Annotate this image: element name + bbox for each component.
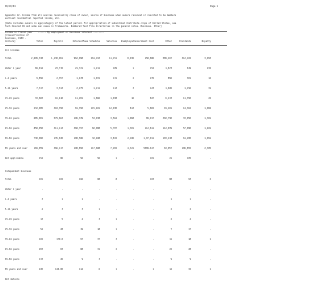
intro-line-3: [Data includes owners in age/category of the latest period. For appropriation of subsidized distribute crops of United States, see [5,22,177,25]
table-cell: - [132,238,134,241]
table-cell: - [209,198,211,201]
table-cell: 1 [61,198,63,201]
table-cell: 2 [132,77,134,80]
table-cell: 1 [209,268,211,271]
intro-line-2: earliest residential reported income, etc. [5,17,61,20]
table-cell: 3 [61,208,63,211]
table-cell: 53,938 [92,117,100,120]
table-cell: 112,811 [144,127,154,130]
table-cell: - [41,188,43,191]
table-cell: - [132,268,134,271]
table-cell: 1,091 [204,137,211,140]
table-cell: - [152,238,154,241]
table-cell: - [132,198,134,201]
table-cell: 3 [81,208,83,211]
table-cell: 318,350 [53,107,63,110]
table-cell: 32 [188,268,191,271]
table-cell: - [115,188,117,191]
table-cell: 7,202 [110,147,117,150]
row-label: 1-4 years [5,77,17,80]
table-cell: 858,050 [33,127,43,130]
table-cell: 22 [208,97,211,100]
table-cell: 1 [170,198,172,201]
table-cell: 170.0 [56,238,63,241]
table-cell: 12,930 [109,107,117,110]
table-cell: 86 [60,157,63,160]
table-cell: - [152,258,154,261]
table-cell: 1,481 [204,127,211,130]
table-cell: - [132,218,134,221]
table-cell: 28 [188,248,191,251]
table-cell: 123 [150,87,154,90]
table-cell: 1,084 [204,107,211,110]
table-cell: 366,117 [53,147,63,150]
table-cell: 88 [80,248,83,251]
intro-line-4: Tech Insured PA and some own cases in frameworks. Numbered Test File directories in the general notes. Business. Other] [5,25,162,28]
table-cell: 1,031 [93,77,100,80]
table-cell: 152 [150,67,154,70]
table-cell: 18 [97,228,100,231]
column-header: Interest [72,40,83,43]
table-cell: - [209,258,211,261]
table-cell: 169,059 [33,147,43,150]
row-label: Not applicable [5,157,24,160]
table-cell: 102 [59,178,63,181]
table-cell: 101 [150,157,154,160]
table-cell: 3,313 [56,87,63,90]
column-header: Unemployed [120,40,134,43]
table-cell: - [132,208,134,211]
table-cell: 89,917 [146,117,154,120]
row-label: 1-4 years [5,198,17,201]
table-cell: - [132,157,134,160]
table-cell: 276 [150,77,154,80]
table-cell: - [209,188,211,191]
table-cell: 1 [189,198,191,201]
table-cell: 311,113 [53,127,63,130]
table-cell: 198,850 [73,147,83,150]
table-cell: 9,856 [36,77,43,80]
table-cell: 1,478 [76,77,83,80]
table-cell: - [132,258,134,261]
table-cell: 1 [98,208,100,211]
row-label: 85 years and over [5,268,28,271]
table-cell: 114 [79,268,83,271]
table-cell: 81,350 [75,107,83,110]
column-header: Dividends [179,40,191,43]
table-cell: 261,193 [90,57,100,60]
table-cell: 1,673 [165,67,172,70]
table-cell: 108,586 [73,137,83,140]
table-cell: - [209,218,211,221]
table-cell: - [132,248,134,251]
table-cell: 3 [98,218,100,221]
table-cell: 312,102 [181,57,191,60]
table-cell: 1,130,961 [51,57,63,60]
table-cell: 2,305 [204,147,211,150]
table-cell: 3 [41,198,43,201]
row-label: 5-14 years [5,208,19,211]
table-cell: 2 [209,178,211,181]
table-cell: 1 [115,218,117,221]
table-cell: 17 [188,228,191,231]
row-label: Not details [5,278,20,281]
table-cell: - [152,208,154,211]
table-cell: 21,721 [75,67,83,70]
table-cell: 1,156 [184,87,191,90]
table-cell: 112,039 [162,127,172,130]
row-label: 5-14 years [5,87,19,90]
stub-header-4: dollars] [5,40,16,43]
table-cell: 5,707 [110,127,117,130]
intro-line-1: Appendix 12. Income from all sources received by class of owner, source of business when owners received or resulted to be members [5,14,177,17]
table-cell: 113 [113,87,117,90]
table-cell: - [61,188,63,191]
table-cell: 1,381 [204,117,211,120]
section-independent-business: Independent business [5,170,32,173]
table-cell: 54 [40,228,43,231]
table-cell: 158,886 [144,57,154,60]
table-cell: 1 [132,67,134,70]
table-cell: 23,715 [55,67,63,70]
row-label: 15-24 years [5,97,20,100]
table-cell: 1,301 [127,127,134,130]
table-cell: 6,133 [165,97,172,100]
table-cell: - [209,157,211,160]
table-cell: 8 [115,178,117,181]
table-cell: - [189,188,191,191]
table-cell: 9 [81,258,83,261]
table-cell: - [115,208,117,211]
table-cell: 3,832 [110,137,117,140]
table-cell: 133 [39,258,43,261]
table-cell: 109 [113,67,117,70]
table-cell: 57,090 [183,127,191,130]
table-cell: 232 [207,67,211,70]
table-cell: 2 [115,248,117,251]
row-label: 15-24 years [5,218,20,221]
table-cell: 82,088 [92,127,100,130]
table-rule-head [5,45,227,46]
table-cell: 91,181 [164,107,172,110]
table-cell: 847 [150,97,154,100]
row-label: Under 1 year [5,67,21,70]
table-cell: 7,317 [36,87,43,90]
table-cell: 33,050 [183,117,191,120]
table-cell: 5 [61,218,63,221]
table-cell: 6 [98,268,100,271]
table-cell: 13 [40,218,43,221]
table-cell: 11,281 [75,97,83,100]
table-cell: 1,211 [93,67,100,70]
table-cell: 5,802 [147,107,154,110]
table-cell: 5589.617 [143,147,154,150]
column-header: Payroll [53,40,63,43]
table-cell: 1 [115,228,117,231]
table-cell: 2,357 [56,77,63,80]
table-cell: 1,211 [93,87,100,90]
table-cell: 3,564 [110,117,117,120]
column-header: Other [165,40,172,43]
table-cell: 1 [152,268,154,271]
table-cell: 93 [188,178,191,181]
column-header: Royalty [201,40,211,43]
stub-header-1: Income in fiscal year [5,31,33,34]
table-cell: 88 [97,178,100,181]
table-cell: 106,855 [181,147,191,150]
table-cell: 2 [170,218,172,221]
header-date: 06/18/04 [5,5,16,8]
stub-header-3: business, 1989 - [5,37,27,40]
table-cell: 154 [39,157,43,160]
table-cell: 97 [80,238,83,241]
row-label: Total [5,57,12,60]
table-cell: 685,001 [33,117,43,120]
table-cell: 1 [115,157,117,160]
table-cell: 1,026 [165,87,172,90]
table-cell: 12 [208,77,211,80]
table-cell: - [152,218,154,221]
table-cell: 232,985 [33,107,43,110]
table-cell: 11 [169,238,172,241]
column-header: Government Cost [134,40,154,43]
table-cell: 3 [115,238,117,241]
table-cell: 37 [97,238,100,241]
table-cell: - [81,188,83,191]
table-cell: 196,339 [73,117,83,120]
table-cell: - [209,208,211,211]
table-cell: 2 [189,208,191,211]
section-all-incomes: All incomes [5,49,20,52]
table-cell: - [132,178,134,181]
stub-header-2: [Classification of [5,34,29,37]
table-cell: - [115,198,117,201]
table-cell: 4 [189,218,191,221]
row-label: Under 1 year [5,188,21,191]
table-cell: 105 [187,157,191,160]
table-cell: 9 [189,258,191,261]
table-cell: 368,797 [73,127,83,130]
table-cell: - [152,188,154,191]
table-cell: - [209,248,211,251]
table-cell: 16,410 [55,97,63,100]
table-cell: 18 [188,238,191,241]
table-cell: 83 [60,248,63,251]
table-cell: 4,321 [127,147,134,150]
row-label: 85 years and over [5,147,28,150]
table-cell: 1 [209,238,211,241]
table-cell: 22 [169,248,172,251]
table-cell: - [152,228,154,231]
table-cell: 102 [39,238,43,241]
row-label: 45-64 years [5,248,20,251]
row-label: 65-84 years [5,137,20,140]
row-label: 35-44 years [5,117,20,120]
table-cell: 4 [81,218,83,221]
table-cell: 589,167 [162,57,172,60]
table-cell: 1,068 [127,117,134,120]
table-cell: - [209,228,211,231]
table-cell: 11,151 [109,57,117,60]
table-cell: 31 [97,248,100,251]
table-cell: 115,481 [90,107,100,110]
header-page: Page 1 [210,5,218,8]
table-cell: 21 [169,157,172,160]
table-cell: 730,060 [33,137,43,140]
table-cell: 813 [130,107,134,110]
table-cell: 181 [39,178,43,181]
table-cell: 2,186 [127,137,134,140]
table-cell: 203 [39,248,43,251]
table-cell: 103 [150,178,154,181]
table-cell: 56 [80,157,83,160]
table-cell: 962,098 [73,57,83,60]
table-cell: 140.00 [55,268,63,271]
table-cell: - [132,228,134,231]
table-cell: 301 [187,77,191,80]
row-label: 45-64 years [5,127,20,130]
table-cell: 166 [79,178,83,181]
table-cell: 61,200 [183,137,191,140]
table-cell: 7 [170,228,172,231]
column-header: Total [36,40,43,43]
row-label: 65-84 years [5,258,20,261]
table-cell: 103,138 [162,137,172,140]
table-cell: 579,663 [53,117,63,120]
table-cell: 619 [187,67,191,70]
table-cell: 302,790 [162,117,172,120]
table-cell: 16 [131,97,134,100]
row-label: 25-34 years [5,228,20,231]
table-cell: 8,936 [127,57,134,60]
table-cell: 1 [115,268,117,271]
table-cell: 9 [170,258,172,261]
table-cell: 856 [168,77,172,80]
table-cell: 2 [170,208,172,211]
table-cell: 1,866 [93,97,100,100]
table-cell: 3 [132,87,134,90]
table-cell: - [132,188,134,191]
table-cell: 88 [169,178,172,181]
table-cell: - [152,248,154,251]
table-cell: - [115,258,117,261]
table-cell: 135,630 [53,137,63,140]
table-cell: 3,993 [204,57,211,60]
group-header: ------ By employment or business interest -------- [38,31,104,34]
table-cell: 56 [97,157,100,160]
table-cell: 69,014 [35,67,43,70]
table-cell: 131 [113,77,117,80]
table-cell: 1 [81,198,83,201]
table-cell: - [98,188,100,191]
table-cell: 14 [169,268,172,271]
table-cell: 19 [80,228,83,231]
table-cell: 26 [60,258,63,261]
table-cell: - [170,188,172,191]
column-header: Salaries [106,40,117,43]
table-cell: - [152,198,154,201]
table-cell: 220 [39,268,43,271]
table-cell: 14,362 [183,107,191,110]
table-cell: 11,350 [183,97,191,100]
row-label: Total [5,178,12,181]
table-cell: 31 [208,87,211,90]
table-cell: 2,699,338 [31,57,43,60]
table-cell: 4 [41,208,43,211]
table-cell: 3 [98,258,100,261]
table-cell: 117,688 [90,147,100,150]
table-cell: 1,07,011 [143,137,154,140]
table-cell: - [98,198,100,201]
table-cell: 63,057 [164,147,172,150]
table-cell: 33,683 [35,97,43,100]
row-label: 25-34 years [5,107,20,110]
table-cell: 32,488 [92,137,100,140]
table-cell: 1,038 [110,97,117,100]
table-cell: 28 [60,228,63,231]
row-label: 35-44 years [5,238,20,241]
table-cell: 2,275 [76,87,83,90]
column-header: Fees Schedule [82,40,100,43]
